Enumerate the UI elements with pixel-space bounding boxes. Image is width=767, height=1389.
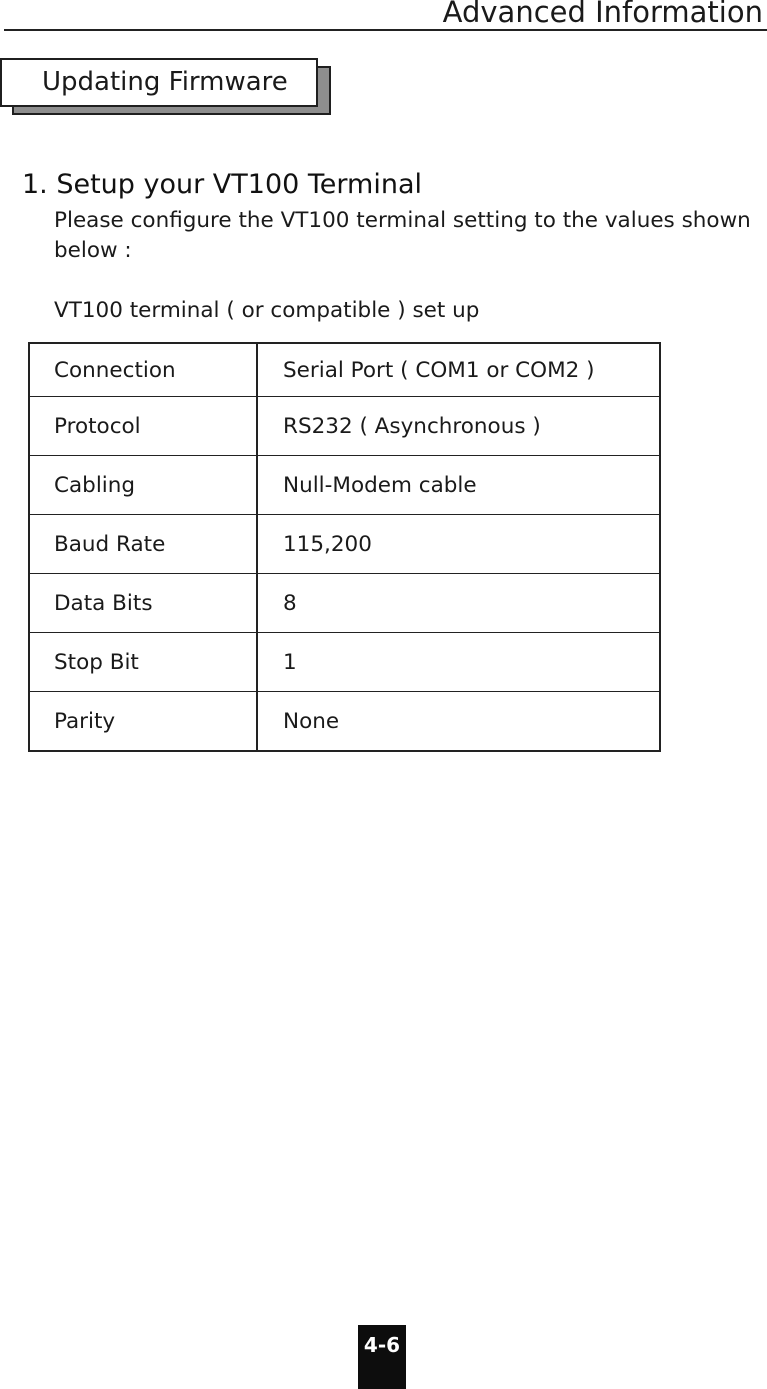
page-header-title: Advanced Information	[442, 0, 763, 29]
table-row	[29, 574, 660, 633]
page-number-badge: 4-6	[358, 1325, 406, 1389]
setting-value: Null-Modem cable	[257, 456, 660, 515]
table-row	[29, 692, 660, 752]
setting-value: None	[257, 692, 660, 752]
header-divider	[4, 29, 767, 31]
setting-value: 115,200	[257, 515, 660, 574]
setting-label: Protocol	[29, 397, 257, 456]
table-row	[29, 343, 660, 397]
table-row	[29, 515, 660, 574]
table-row	[29, 397, 660, 456]
section-title: Updating Firmware	[0, 58, 318, 107]
setting-label: Baud Rate	[29, 515, 257, 574]
setting-label: Data Bits	[29, 574, 257, 633]
setting-value: 8	[257, 574, 660, 633]
intro-paragraph	[54, 206, 766, 266]
setting-label: Cabling	[29, 456, 257, 515]
step-heading: 1. Setup your VT100 Terminal	[22, 169, 422, 200]
table-row	[29, 633, 660, 692]
setting-label: Stop Bit	[29, 633, 257, 692]
intro-line-2: below :	[54, 238, 132, 263]
setting-label: Parity	[29, 692, 257, 752]
setting-value: 1	[257, 633, 660, 692]
setting-value: RS232 ( Asynchronous )	[257, 397, 660, 456]
intro-line-1: Please configure the VT100 terminal setting to the values shown	[54, 208, 751, 233]
setting-value: Serial Port ( COM1 or COM2 )	[283, 357, 595, 383]
setting-label: Connection	[29, 343, 257, 397]
setup-caption: VT100 terminal ( or compatible ) set up	[54, 298, 480, 323]
table-row	[29, 456, 660, 515]
terminal-settings-table	[28, 342, 661, 752]
